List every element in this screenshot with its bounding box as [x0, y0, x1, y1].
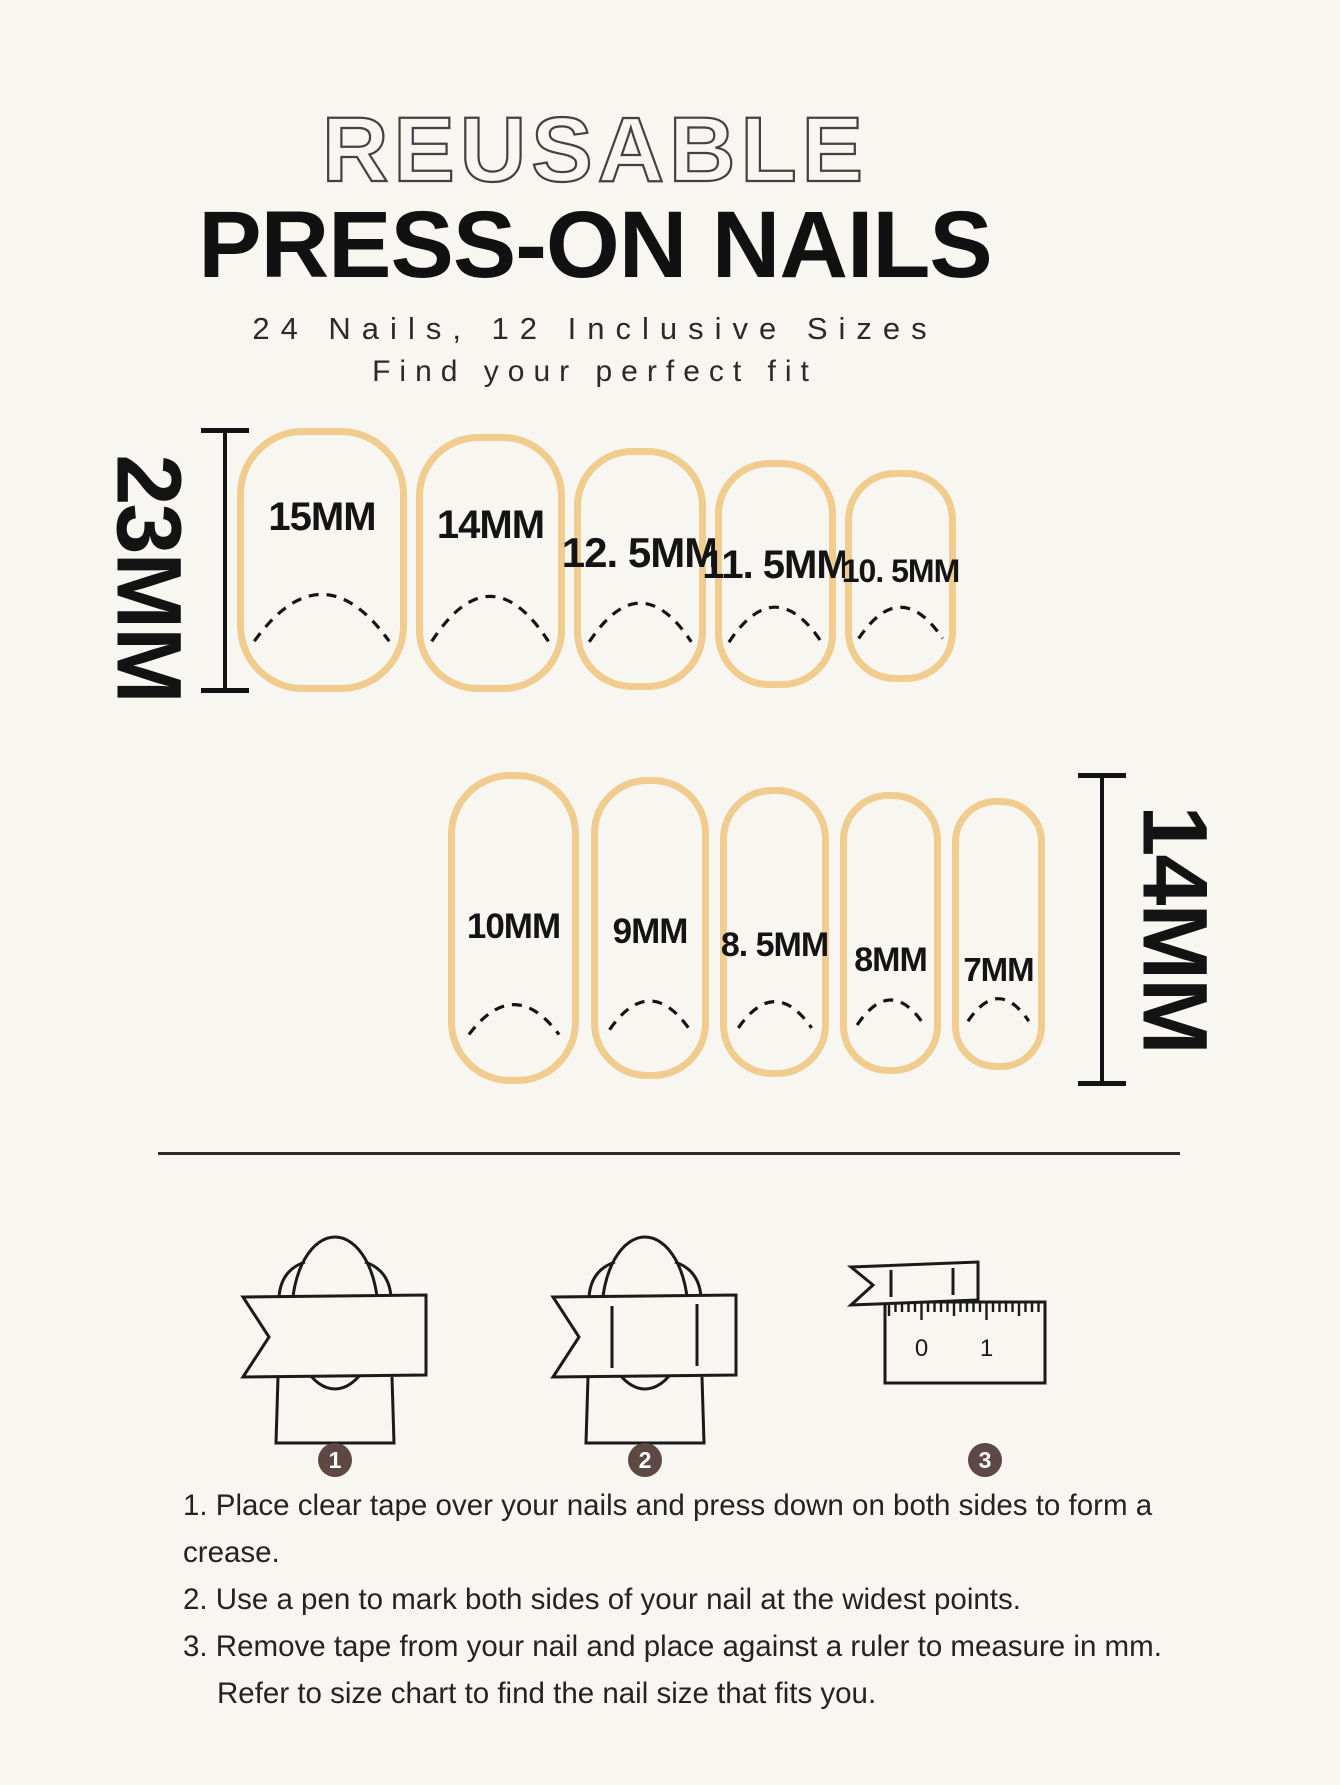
nail-size-label: 11. 5MM — [702, 543, 849, 587]
nail-outline-11-5mm — [702, 460, 849, 688]
measure-cap-top-left — [201, 428, 249, 433]
nail-size-label: 7MM — [963, 951, 1034, 988]
smile-line — [726, 589, 824, 645]
nail-outline-12-5mm — [561, 448, 719, 690]
nail-outline-9mm — [591, 777, 709, 1079]
ruler-tick-label-0: 0 — [914, 1335, 929, 1362]
finger-body — [276, 1377, 394, 1443]
step-badge-3: 3 — [968, 1443, 1002, 1477]
nail-size-label: 12. 5MM — [561, 529, 719, 576]
nail-outline-8-5mm — [720, 787, 829, 1077]
section-divider — [158, 1152, 1180, 1155]
main-title: PRESS-ON NAILS — [198, 192, 992, 298]
nail-outline-14mm — [416, 434, 565, 692]
outline-title: REUSABLE — [321, 99, 869, 201]
nail-size-label: 10MM — [466, 907, 561, 946]
nail-size-label: 8MM — [854, 941, 927, 979]
smile-line — [856, 591, 945, 641]
ruler-outline — [885, 1302, 1045, 1383]
measure-cap-bottom-right — [1078, 1081, 1126, 1086]
measure-line-right — [1100, 775, 1104, 1083]
smile-line — [607, 986, 692, 1032]
diagram-tape-step — [215, 1208, 455, 1448]
nail-outline-10-5mm — [841, 470, 960, 682]
smile-line — [466, 989, 562, 1037]
smile-line — [855, 987, 926, 1027]
finger-body — [586, 1377, 704, 1443]
tape-banner — [851, 1262, 978, 1305]
smile-line — [586, 583, 695, 645]
measure-line-left — [223, 430, 227, 690]
row1-length-label: 23MM — [97, 454, 200, 702]
nail-outline-10mm — [448, 772, 579, 1084]
measure-cap-bottom-left — [201, 688, 249, 693]
header — [0, 0, 1190, 389]
row2-length-label: 14MM — [1123, 805, 1226, 1053]
nail-size-label: 10. 5MM — [841, 553, 960, 589]
diagram-mark-step — [525, 1208, 765, 1448]
smile-line — [966, 987, 1031, 1023]
instruction-line-3: 3. Remove tape from your nail and place against a ruler to measure in mm. — [183, 1630, 1162, 1663]
nail-size-label: 9MM — [612, 912, 688, 951]
diagram-ruler-step — [755, 1240, 1055, 1400]
nail-outline-15mm — [237, 428, 407, 692]
measure-cap-top-right — [1078, 773, 1126, 778]
instruction-line-4: Refer to size chart to find the nail size that fits you. — [217, 1677, 877, 1710]
nail-size-label: 8. 5MM — [720, 926, 829, 964]
subtitle: 24 Nails, 12 Inclusive Sizes — [252, 311, 938, 346]
nail-size-label: 15MM — [268, 495, 376, 539]
instructions-list — [183, 1482, 1243, 1717]
step-badge-1: 1 — [318, 1443, 352, 1477]
tagline: Find your perfect fit — [372, 355, 818, 388]
nail-outline-8mm — [840, 792, 941, 1074]
nail-size-label: 14MM — [436, 503, 545, 547]
step-badge-2: 2 — [628, 1443, 662, 1477]
tape-banner — [553, 1295, 736, 1377]
smile-line — [428, 573, 552, 645]
instruction-line-1: 1. Place clear tape over your nails and press down on both sides to form a crease. — [183, 1489, 1153, 1569]
tape-banner — [243, 1295, 426, 1377]
smile-line — [736, 988, 814, 1030]
smile-line — [250, 570, 394, 645]
instruction-line-2: 2. Use a pen to mark both sides of your nail at the widest points. — [183, 1583, 1021, 1616]
nail-outline-7mm — [952, 798, 1045, 1070]
ruler-tick-label-1: 1 — [979, 1335, 994, 1362]
